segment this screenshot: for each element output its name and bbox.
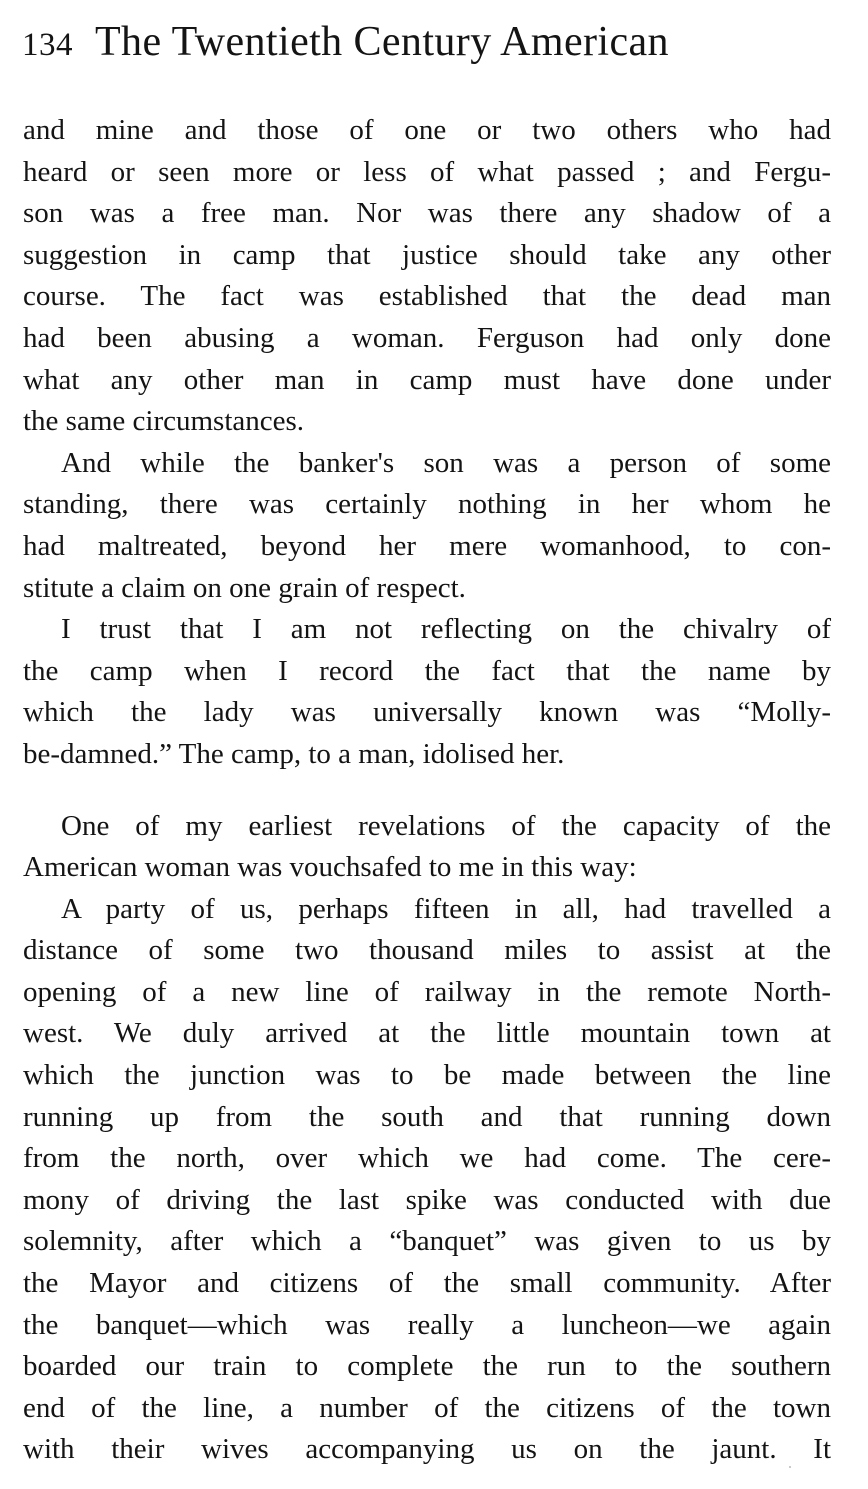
text-line: and mine and those of one or two others who had bbox=[23, 114, 831, 146]
section-break bbox=[23, 776, 831, 806]
text-line: heard or seen more or less of what passed ; and Fergu- bbox=[23, 155, 831, 188]
running-head bbox=[22, 18, 812, 78]
text-line: son was a free man. Nor was there any shadow of a bbox=[23, 197, 831, 230]
text-line: the same circumstances. bbox=[23, 405, 305, 438]
text-line: with their wives accompanying us on the jaunt. It bbox=[23, 1433, 831, 1466]
text-line: American woman was vouchsafed to me in this way: bbox=[23, 851, 637, 884]
text-line: which the junction was to be made between the line bbox=[23, 1059, 831, 1092]
text-line: distance of some two thousand miles to assist at the bbox=[23, 934, 831, 967]
page-number: 134 bbox=[22, 27, 73, 63]
text-line: One of my earliest revelations of the capacity of the bbox=[61, 809, 831, 842]
text-line: end of the line, a number of the citizens of the town bbox=[23, 1391, 831, 1424]
body-text bbox=[23, 110, 831, 1471]
text-line: had maltreated, beyond her mere womanhood, to con- bbox=[23, 529, 831, 562]
text-line: mony of driving the last spike was conducted with due bbox=[23, 1183, 831, 1216]
text-line: from the north, over which we had come. The cere- bbox=[23, 1142, 831, 1175]
running-title: The Twentieth Century American bbox=[95, 19, 669, 65]
text-line: the camp when I record the fact that the name by bbox=[23, 654, 831, 687]
text-line: And while the banker's son was a person of some bbox=[61, 446, 831, 479]
text-line: solemnity, after which a “banquet” was given to us by bbox=[23, 1225, 831, 1258]
text-line: A party of us, perhaps fifteen in all, had travelled a bbox=[61, 892, 831, 925]
text-line: stitute a claim on one grain of respect. bbox=[23, 571, 466, 604]
scan-speck bbox=[789, 1466, 791, 1468]
text-line: I trust that I am not reflecting on the chivalry of bbox=[61, 613, 831, 646]
text-line: opening of a new line of railway in the remote North- bbox=[23, 975, 831, 1008]
text-line: which the lady was universally known was “Molly- bbox=[23, 696, 831, 729]
text-line: be-damned.” The camp, to a man, idolised her. bbox=[23, 737, 565, 770]
text-line: suggestion in camp that justice should take any other bbox=[23, 238, 831, 271]
text-line: the Mayor and citizens of the small community. After bbox=[23, 1267, 831, 1300]
text-line: west. We duly arrived at the little mountain town at bbox=[23, 1017, 831, 1050]
text-line: the banquet—which was really a luncheon—we again bbox=[23, 1308, 831, 1341]
text-line: running up from the south and that running down bbox=[23, 1100, 831, 1133]
text-line: what any other man in camp must have done under bbox=[23, 363, 831, 396]
text-line: had been abusing a woman. Ferguson had only done bbox=[23, 321, 831, 354]
text-line: boarded our train to complete the run to the southern bbox=[23, 1350, 831, 1383]
text-line: course. The fact was established that the dead man bbox=[23, 280, 831, 313]
text-line: standing, there was certainly nothing in her whom he bbox=[23, 488, 831, 521]
